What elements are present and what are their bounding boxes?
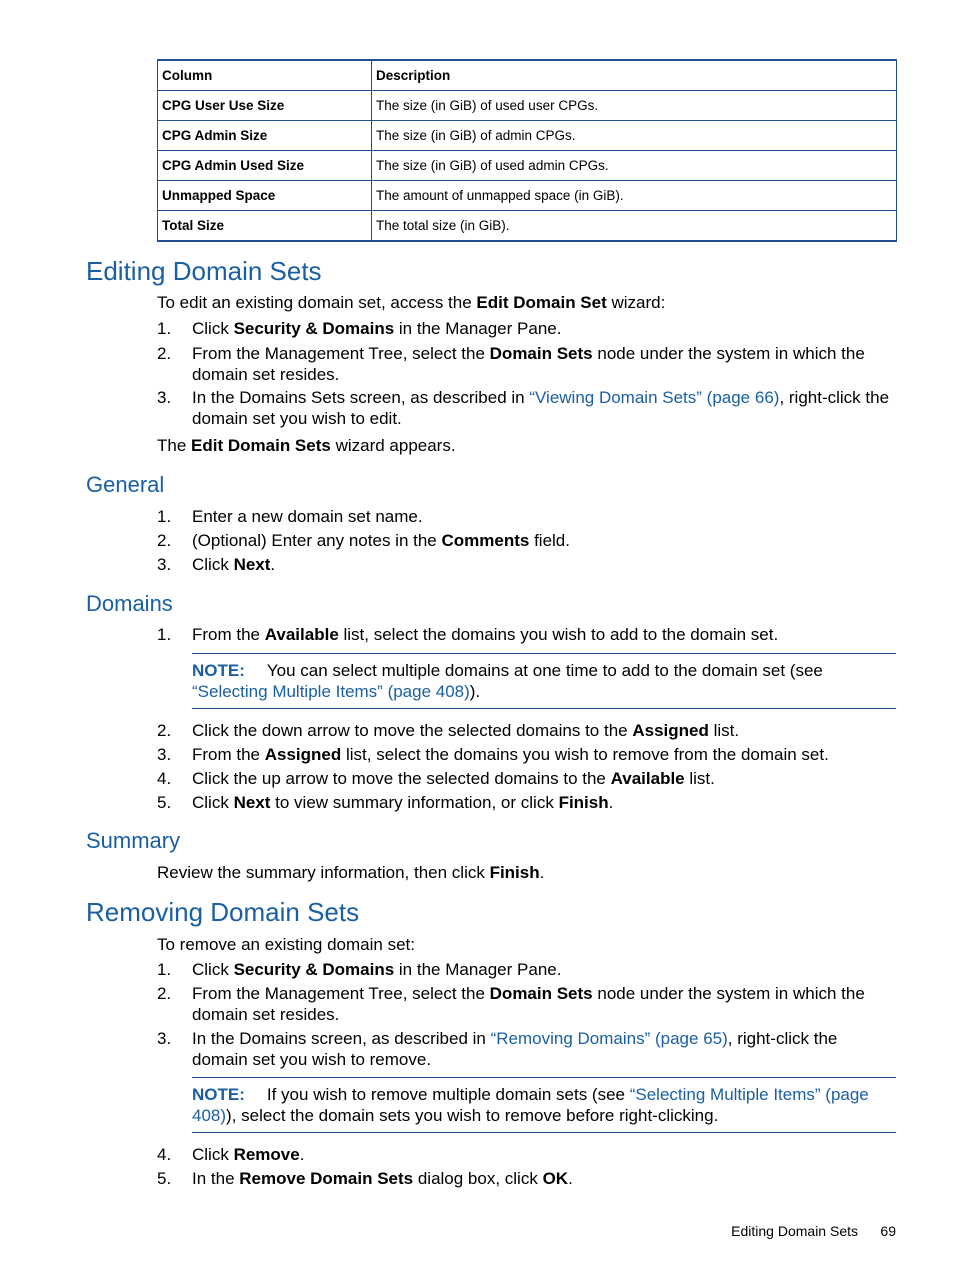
summary-text-end: . — [539, 863, 545, 882]
step-bold: Assigned — [632, 721, 709, 740]
step-bold-2: OK — [542, 1169, 569, 1188]
step-text: From the — [192, 625, 265, 644]
table-row — [158, 151, 897, 181]
step-text: Click — [192, 793, 234, 812]
step-number: 2. — [157, 531, 172, 550]
selecting-multiple-items-link[interactable]: “Selecting Multiple Items” (page 408) — [192, 682, 470, 701]
step-text: (Optional) Enter any notes in the — [192, 531, 442, 550]
note-box — [192, 653, 896, 709]
table-row — [158, 181, 897, 211]
removing-domains-link[interactable]: “Removing Domains” (page 65) — [490, 1029, 728, 1048]
step-number: 1. — [157, 625, 172, 644]
editing-after-bold: Edit Domain Sets — [191, 436, 331, 455]
step-number: 1. — [157, 507, 172, 526]
step-text: From the Management Tree, select the — [192, 984, 490, 1003]
step-text-end: list, select the domains you wish to remove from the domain set. — [341, 745, 829, 764]
step-text-end: node under the system in which the domain set resides. — [192, 984, 865, 1024]
table-row — [158, 211, 897, 242]
step-text-end: . — [568, 1169, 573, 1188]
note-text-end: ). — [469, 682, 481, 701]
heading-general: General — [86, 472, 165, 497]
step-text-end: in the Manager Pane. — [394, 319, 562, 338]
table-row — [158, 121, 897, 151]
step-bold: Security & Domains — [233, 960, 395, 979]
table-cell-description: The size (in GiB) of used user CPGs. — [372, 91, 897, 121]
editing-after-text-end: wizard appears. — [330, 436, 456, 455]
step-number: 1. — [157, 319, 172, 338]
summary-bold: Finish — [489, 863, 540, 882]
step-text-mid: to view summary information, or click — [270, 793, 559, 812]
step-number: 3. — [157, 388, 172, 407]
note-text: You can select multiple domains at one time to add to the domain set (see — [266, 661, 823, 680]
step-bold: Comments — [441, 531, 530, 550]
step-text: Click the down arrow to move the selected domains to the — [192, 721, 633, 740]
step-number: 4. — [157, 769, 172, 788]
heading-summary: Summary — [86, 828, 181, 853]
table-header-description: Description — [372, 60, 897, 91]
step-text-end: , right-click the domain set you wish to remove. — [192, 1029, 838, 1069]
step-text-end: . — [299, 1145, 305, 1164]
step-text: Click — [192, 555, 234, 574]
note-text-end: ), select the domain sets you wish to remove before right-clicking. — [226, 1106, 719, 1125]
summary-text-start: Review the summary information, then click — [157, 863, 490, 882]
removing-intro: To remove an existing domain set: — [157, 935, 415, 954]
step-text-end: node under the system in which the domain set resides. — [192, 344, 865, 384]
step-number: 2. — [157, 721, 172, 740]
step-text-end: field. — [529, 531, 570, 550]
step-text: In the Domains Sets screen, as described in — [192, 388, 530, 407]
step-text: Click — [192, 1145, 234, 1164]
table-cell-description: The total size (in GiB). — [372, 211, 897, 242]
editing-intro-text-end: wizard: — [606, 293, 666, 312]
step-text-end: in the Manager Pane. — [394, 960, 562, 979]
step-number: 1. — [157, 960, 172, 979]
step-number: 3. — [157, 745, 172, 764]
table-cell-column: Unmapped Space — [158, 181, 372, 211]
step-text-end: list. — [708, 721, 740, 740]
editing-intro-text: To edit an existing domain set, access the — [157, 293, 477, 312]
step-bold: Next — [233, 793, 271, 812]
step-text-end: , right-click the domain set you wish to edit. — [192, 388, 890, 428]
step-bold: Remove Domain Sets — [239, 1169, 414, 1188]
table-cell-description: The size (in GiB) of used admin CPGs. — [372, 151, 897, 181]
table-cell-column: CPG User Use Size — [158, 91, 372, 121]
step-bold-2: Finish — [558, 793, 609, 812]
step-number: 3. — [157, 555, 172, 574]
step-text: From the — [192, 745, 265, 764]
step-text-end: . — [608, 793, 614, 812]
step-bold: Available — [610, 769, 685, 788]
table-row — [158, 91, 897, 121]
editing-after — [157, 435, 456, 456]
step-number: 2. — [157, 984, 172, 1003]
step-text: Click the up arrow to move the selected domains to the — [192, 769, 611, 788]
editing-intro-bold: Edit Domain Set — [476, 293, 607, 312]
viewing-domain-sets-link[interactable]: “Viewing Domain Sets” (page 66) — [529, 388, 780, 407]
step-text: Click — [192, 960, 234, 979]
note-label: NOTE: — [192, 1085, 245, 1104]
table-cell-column: Total Size — [158, 211, 372, 242]
table-header-row — [158, 60, 897, 91]
step-number: 5. — [157, 1169, 172, 1188]
step-bold: Assigned — [264, 745, 342, 764]
step-text: In the — [192, 1169, 240, 1188]
table-cell-description: The size (in GiB) of admin CPGs. — [372, 121, 897, 151]
heading-domains: Domains — [86, 591, 173, 616]
step-number: 4. — [157, 1145, 172, 1164]
step-number: 5. — [157, 793, 172, 812]
heading-editing-domain-sets: Editing Domain Sets — [86, 256, 322, 286]
column-description-table — [157, 59, 897, 242]
step-bold: Available — [264, 625, 339, 644]
footer-section-title: Editing Domain Sets — [731, 1223, 858, 1239]
note-text: If you wish to remove multiple domain sets (see — [266, 1085, 630, 1104]
heading-removing-domain-sets: Removing Domain Sets — [86, 897, 360, 927]
step-bold: Security & Domains — [233, 319, 395, 338]
note-label: NOTE: — [192, 661, 245, 680]
note-box — [192, 1077, 896, 1133]
step-number: 3. — [157, 1029, 172, 1048]
step-bold: Next — [233, 555, 271, 574]
step-text: Click — [192, 319, 234, 338]
step-text-end: list, select the domains you wish to add to the domain set. — [338, 625, 779, 644]
step-bold: Domain Sets — [489, 984, 593, 1003]
editing-after-text: The — [157, 436, 192, 455]
summary-text — [157, 862, 544, 883]
selecting-multiple-items-link[interactable]: “Selecting Multiple Items” (page 408) — [192, 1085, 869, 1125]
step-number: 2. — [157, 344, 172, 363]
step-text-end: list. — [684, 769, 715, 788]
table-cell-column: CPG Admin Size — [158, 121, 372, 151]
step-text: Enter a new domain set name. — [192, 507, 423, 526]
table-cell-description: The amount of unmapped space (in GiB). — [372, 181, 897, 211]
step-bold: Domain Sets — [489, 344, 593, 363]
step-text-end: . — [270, 555, 276, 574]
step-text-mid: dialog box, click — [413, 1169, 543, 1188]
page-number: 69 — [880, 1223, 896, 1239]
table-cell-column: CPG Admin Used Size — [158, 151, 372, 181]
editing-intro — [157, 292, 665, 313]
step-text: In the Domains screen, as described in — [192, 1029, 491, 1048]
table-header-column: Column — [158, 60, 372, 91]
step-text: From the Management Tree, select the — [192, 344, 490, 363]
step-bold: Remove — [233, 1145, 300, 1164]
